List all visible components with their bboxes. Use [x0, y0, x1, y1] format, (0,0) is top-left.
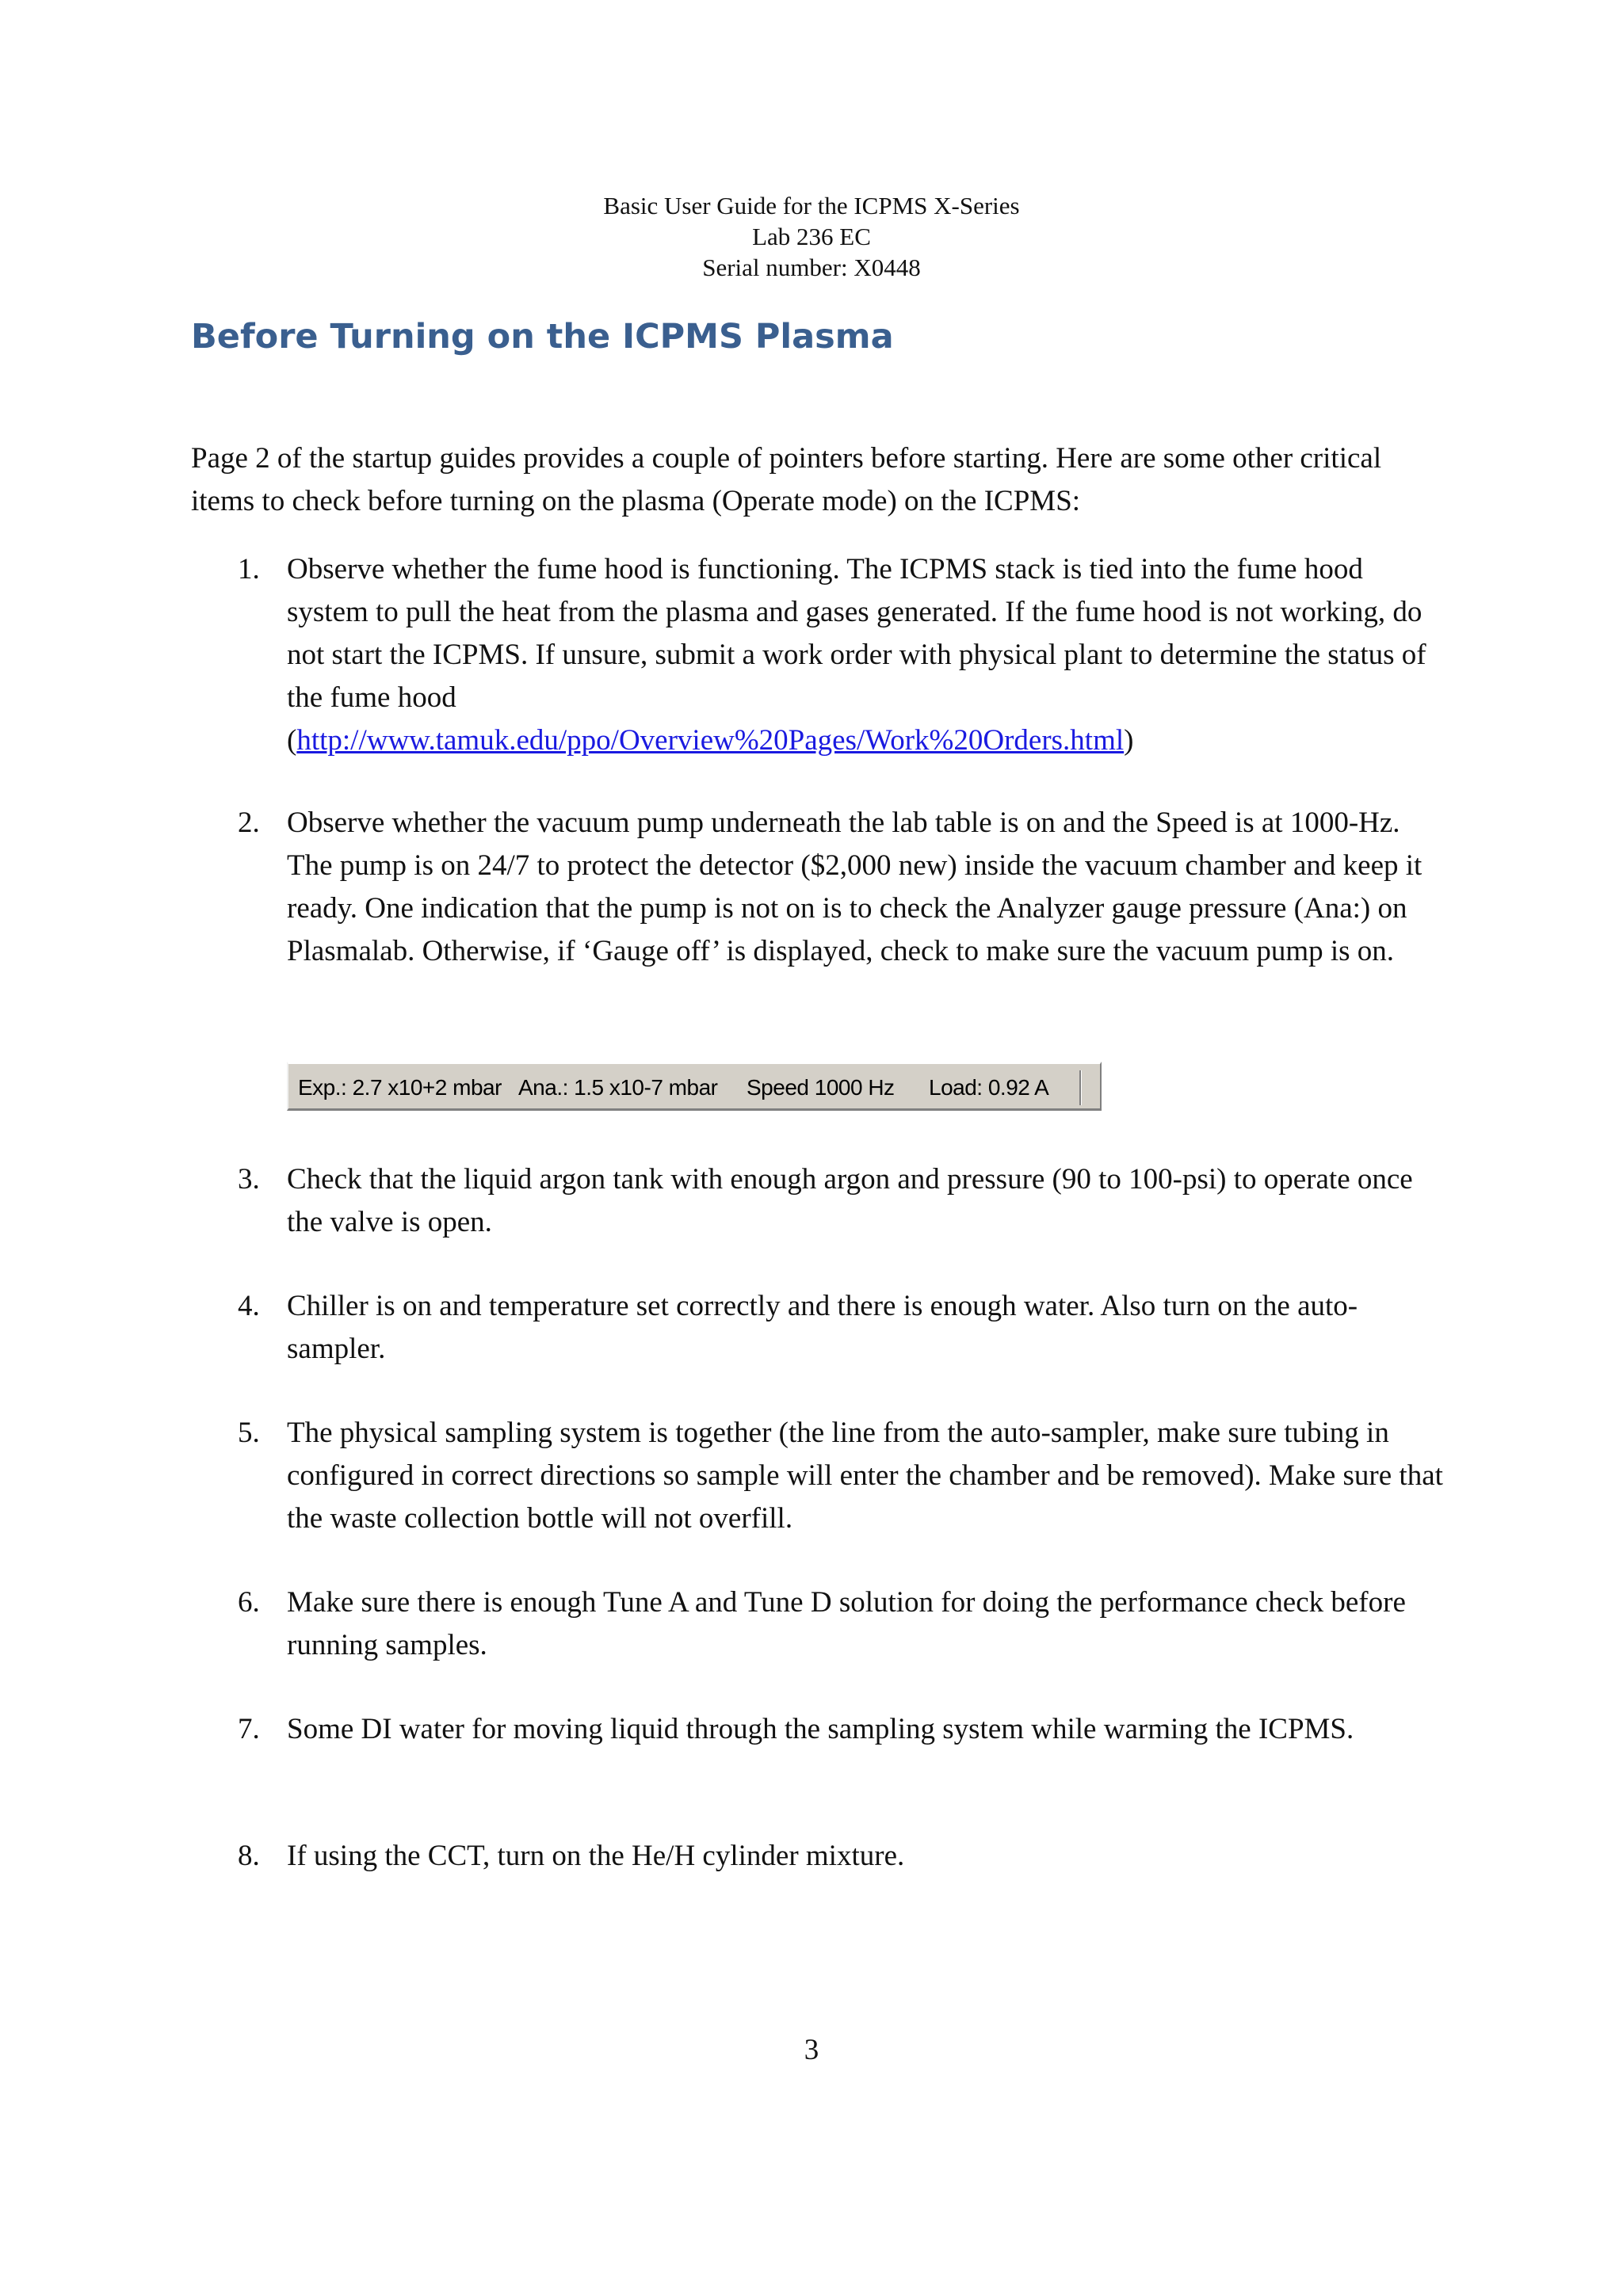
list-item-text: Make sure there is enough Tune A and Tune D solution for doing the performance check before running samples. [287, 1586, 1406, 1661]
list-item-text: If using the CCT, turn on the He/H cylinder mixture. [287, 1840, 905, 1872]
list-item-body: Observe whether the fume hood is functioning. The ICPMS stack is tied into the fume hood system to pull the heat from the plasma and gases generated. If the fume hood is not working, do not start the ICPMS. If unsure, submit a work order with physical plant to determine the status of the fume hood [287, 553, 1426, 714]
document-header [0, 190, 1623, 283]
header-title: Basic User Guide for the ICPMS X-Series [603, 192, 1020, 219]
intro-paragraph: Page 2 of the startup guides provides a couple of pointers before starting. Here are some other critical items to check before turning on the plasma (Operate mode) on the ICPMS: [191, 442, 1382, 517]
page-number: 3 [804, 2034, 819, 2066]
list-item-text: Observe whether the vacuum pump underneath the lab table is on and the Speed is at 1000-Hz. The pump is on 24/7 to protect the detector ($2,000 new) inside the vacuum chamber and keep it ready. One indication that the pump is not on is to check the Analyzer gauge pressure (Ana:) on Plasmalab. Otherwise, if ‘Gauge off’ is displayed, check to make sure the vacuum pump is on. [287, 807, 1423, 967]
list-item-text: The physical sampling system is together (the line from the auto-sampler, make sure tubing in configured in correct directions so sample will enter the chamber and be removed). Make sure that the waste collection bottle will not overfill. [287, 1417, 1443, 1535]
list-item-text [287, 548, 1444, 762]
list-item-number: 1. [238, 553, 260, 585]
list-item-number: 6. [238, 1586, 260, 1619]
list-item-text: Chiller is on and temperature set correctly and there is enough water. Also turn on the auto-sampler. [287, 1290, 1358, 1365]
header-serial: Serial number: X0448 [702, 254, 921, 281]
link-open-paren: ( [287, 724, 297, 757]
list-item-number: 7. [238, 1713, 260, 1745]
list-item-number: 3. [238, 1163, 260, 1196]
pump-speed-readout: Speed 1000 Hz [747, 1075, 895, 1100]
analyzer-pressure-readout: Ana.: 1.5 x10-7 mbar [518, 1075, 718, 1100]
expansion-pressure-readout: Exp.: 2.7 x10+2 mbar [298, 1075, 502, 1100]
link-close-paren: ) [1124, 724, 1134, 757]
status-divider [1079, 1070, 1082, 1105]
pump-load-readout: Load: 0.92 A [929, 1075, 1049, 1100]
work-order-link[interactable]: http://www.tamuk.edu/ppo/Overview%20Pages/Work%20Orders.html [296, 724, 1125, 757]
list-item-number: 2. [238, 807, 260, 839]
header-lab: Lab 236 EC [752, 223, 871, 250]
plasmalab-status-bar [287, 1062, 1102, 1111]
list-item-text: Check that the liquid argon tank with enough argon and pressure (90 to 100-psi) to operate once the valve is open. [287, 1163, 1413, 1238]
list-item-text: Some DI water for moving liquid through the sampling system while warming the ICPMS. [287, 1713, 1354, 1745]
list-item-number: 5. [238, 1417, 260, 1449]
section-heading: Before Turning on the ICPMS Plasma [191, 317, 894, 357]
list-item-number: 4. [238, 1290, 260, 1322]
list-item-number: 8. [238, 1840, 260, 1872]
